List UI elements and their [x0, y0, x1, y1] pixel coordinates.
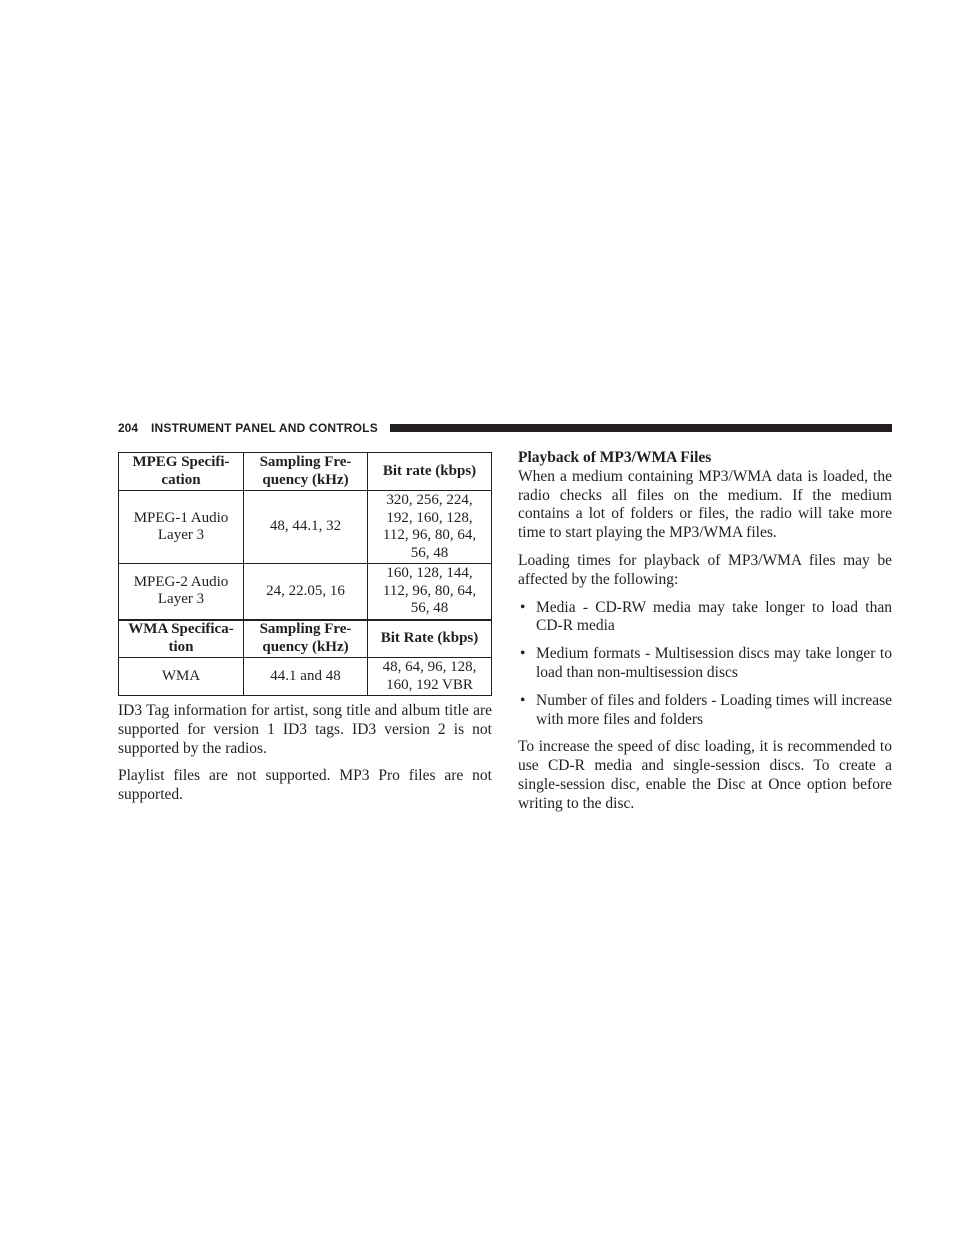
- bullet-icon: •: [520, 691, 526, 709]
- table-cell: 44.1 and 48: [244, 658, 368, 696]
- table-header-cell: Bit rate (kbps): [368, 453, 492, 491]
- list-item: [518, 599, 892, 637]
- table-cell: WMA: [119, 658, 244, 696]
- list-item: [518, 692, 892, 730]
- header-rule: [390, 424, 892, 432]
- table-header-cell: WMA Specifica- tion: [119, 620, 244, 658]
- left-column: [118, 702, 492, 814]
- playlist-paragraph: Playlist files are not supported. MP3 Pro files are not supported.: [118, 767, 492, 804]
- page-number: 204: [118, 421, 139, 435]
- table-row: [119, 658, 492, 696]
- table-cell: 24, 22.05, 16: [244, 564, 368, 620]
- right-column: [518, 449, 892, 823]
- table-header-row: [119, 453, 492, 491]
- table-header-cell: Bit Rate (kbps): [368, 620, 492, 658]
- section-title: INSTRUMENT PANEL AND CONTROLS: [151, 421, 378, 435]
- audio-spec-table: [118, 452, 492, 696]
- page-header: [118, 420, 892, 436]
- table-cell: MPEG-1 Audio Layer 3: [119, 491, 244, 564]
- table-row: [119, 491, 492, 564]
- intro-paragraph: When a medium containing MP3/WMA data is loaded, the radio checks all files on the medium. If the medium contains a lot of folders or files, the radio will take more time to start playing the MP3/WMA files.: [518, 467, 892, 542]
- list-item-text: Medium formats - Multisession discs may take longer to load than non-multisession discs: [536, 645, 892, 681]
- table-cell: 48, 44.1, 32: [244, 491, 368, 564]
- table-header-cell: MPEG Specifi- cation: [119, 453, 244, 491]
- id3-paragraph: ID3 Tag information for artist, song title and album title are supported for version 1 ID3 tags. ID3 version 2 is not supported by the radios.: [118, 702, 492, 757]
- factors-list: [518, 599, 892, 730]
- bullet-icon: •: [520, 645, 526, 663]
- bullet-icon: •: [520, 598, 526, 616]
- loading-paragraph: Loading times for playback of MP3/WMA files may be affected by the following:: [518, 551, 892, 588]
- table-row: [119, 564, 492, 620]
- table-cell: MPEG-2 Audio Layer 3: [119, 564, 244, 620]
- list-item-text: Number of files and folders - Loading times will increase with more files and folders: [536, 691, 892, 728]
- section-heading: Playback of MP3/WMA Files: [518, 449, 712, 466]
- list-item: [518, 645, 892, 683]
- table-header-cell: Sampling Fre- quency (kHz): [244, 620, 368, 658]
- table-cell: 48, 64, 96, 128, 160, 192 VBR: [368, 658, 492, 696]
- list-item-text: Media - CD-RW media may take longer to load than CD-R media: [536, 598, 892, 635]
- closing-paragraph: To increase the speed of disc loading, it is recommended to use CD-R media and single-session discs. To create a single-session disc, enable the Disc at Once option before writing to the disc.: [518, 738, 892, 812]
- table-cell: 320, 256, 224, 192, 160, 128, 112, 96, 80, 64, 56, 48: [368, 491, 492, 564]
- table-header-row: [119, 620, 492, 658]
- table-header-cell: Sampling Fre- quency (kHz): [244, 453, 368, 491]
- table-cell: 160, 128, 144, 112, 96, 80, 64, 56, 48: [368, 564, 492, 620]
